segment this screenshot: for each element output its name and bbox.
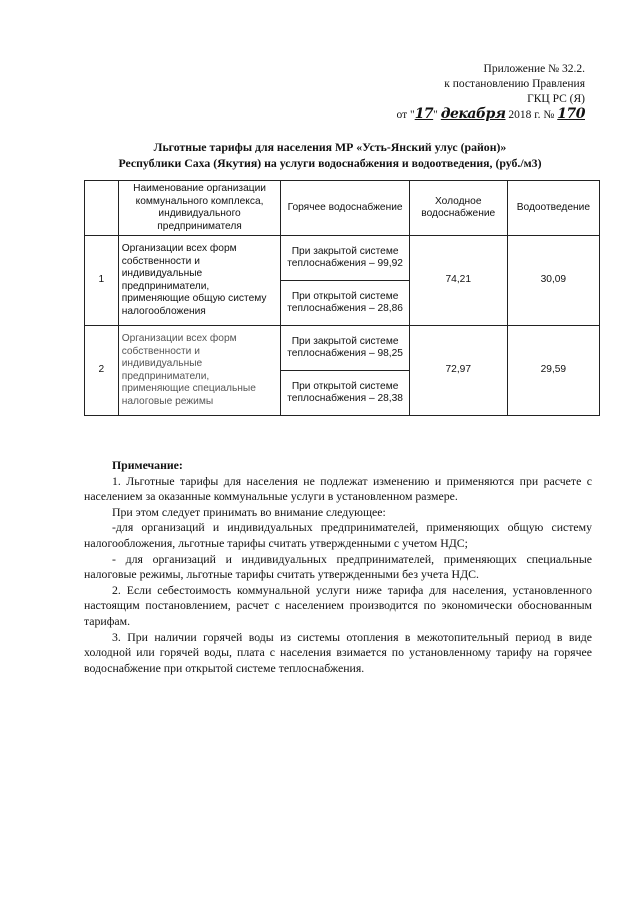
note-general-tax: -для организаций и индивидуальных предпринимателей, применяющих общую систему налогообложения, льготные тарифы считать утвержденными с учетом НДС;	[84, 520, 592, 550]
document-title	[70, 139, 590, 171]
notes-section	[84, 458, 592, 676]
resolution-date-line	[325, 107, 585, 123]
row-drainage: 30,09	[507, 236, 599, 326]
note-special-tax: - для организаций и индивидуальных предпринимателей, применяющих специальные налоговые режимы, льготные тарифы считать утвержденными без учета НДС.	[84, 551, 592, 582]
row-hot-closed: При закрытой системе теплоснабжения – 98,25	[281, 326, 409, 371]
row-cold-water: 74,21	[409, 236, 507, 326]
appendix-resolution: к постановлению Правления	[444, 78, 585, 90]
tariff-table	[84, 180, 600, 416]
table-row	[85, 236, 600, 281]
appendix-header	[325, 62, 585, 123]
row-organization: Организации всех форм собственности и индивидуальные предприниматели, применяющие общую систему налогообложения	[118, 236, 281, 326]
header-hot-water: Горячее водоснабжение	[281, 181, 409, 236]
note-3: 3. При наличии горячей воды из системы отопления в межотопительный период в виде холодной или горячей воды, плата с населения взимается по установленному тарифу на горячее водоснабжение при открытой системе теплоснабжения.	[84, 629, 592, 675]
header-organization: Наименование организации коммунального комплекса, индивидуального предпринимателя	[118, 181, 281, 236]
table-row	[85, 326, 600, 371]
date-suffix: 2018 г. №	[505, 109, 558, 121]
header-drainage: Водоотведение	[507, 181, 599, 236]
note-intro: При этом следует принимать во внимание следующее:	[112, 504, 386, 519]
row-organization: Организации всех форм собственности и индивидуальные предприниматели, применяющие специальные налоговые режимы	[118, 326, 281, 416]
table-header-row	[85, 181, 600, 236]
row-number: 1	[85, 236, 119, 326]
row-hot-closed: При закрытой системе теплоснабжения – 99,92	[281, 236, 409, 281]
date-month-handwritten: декабря	[440, 106, 506, 122]
header-num	[85, 181, 119, 236]
appendix-authority: ГКЦ РС (Я)	[527, 93, 585, 105]
date-mid: "	[433, 109, 441, 121]
notes-heading: Примечание:	[112, 458, 183, 472]
row-cold-water: 72,97	[409, 326, 507, 416]
note-2: 2. Если себестоимость коммунальной услуги ниже тарифа для населения, установленного настоящим постановлением, расчет с населением производится по экономически обоснованным тарифам.	[84, 582, 592, 628]
appendix-number: Приложение № 32.2.	[483, 63, 585, 75]
date-prefix: от "	[396, 109, 415, 121]
row-number: 2	[85, 326, 119, 416]
date-day-handwritten: 17	[414, 106, 434, 122]
row-drainage: 29,59	[507, 326, 599, 416]
row-hot-open: При открытой системе теплоснабжения – 28,86	[281, 281, 409, 326]
header-cold-water: Холодное водоснабжение	[409, 181, 507, 236]
title-line-2: Республики Саха (Якутия) на услуги водоснабжения и водоотведения, (руб./м3)	[118, 156, 542, 170]
note-1: 1. Льготные тарифы для населения не подлежат изменению и применяются при расчете с населением за оказанные коммунальные услуги в установленном размере.	[84, 473, 592, 504]
resolution-number-handwritten: 170	[557, 106, 585, 122]
title-line-1: Льготные тарифы для населения МР «Усть-Янский улус (район)»	[153, 140, 507, 154]
row-hot-open: При открытой системе теплоснабжения – 28,38	[281, 371, 409, 416]
